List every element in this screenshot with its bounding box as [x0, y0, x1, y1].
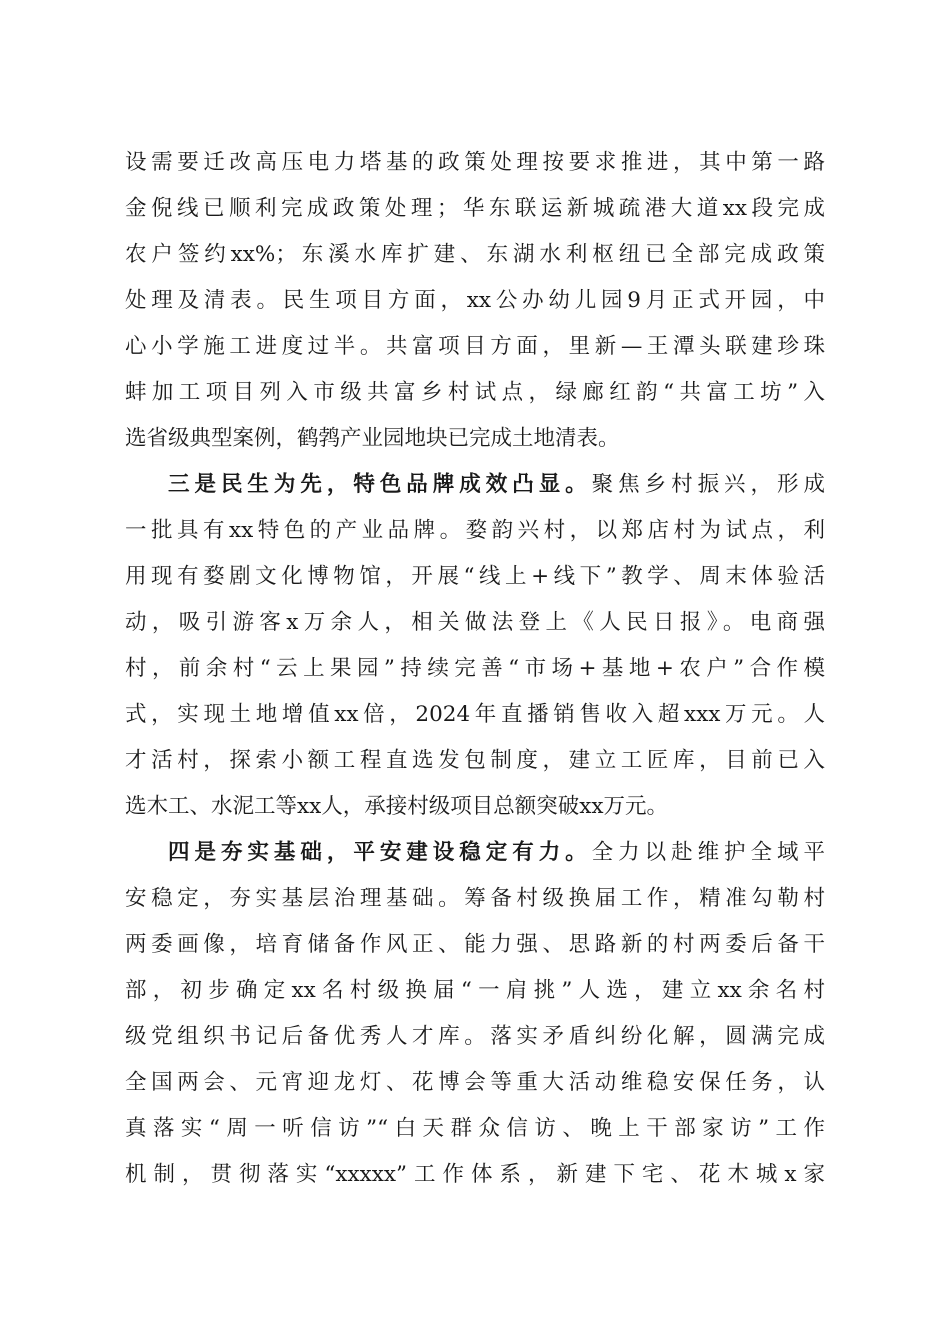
- text-line: 农户签约xx%；东溪水库扩建、东湖水利枢纽已全部完成政策: [125, 242, 825, 267]
- text-line: 安稳定，夯实基层治理基础。筹备村级换届工作，精准勾勒村: [125, 886, 825, 911]
- text-line: 心小学施工进度过半。共富项目方面，里新—王潭头联建珍珠: [125, 334, 825, 359]
- paragraph-heading: 四是夯实基础，平安建设稳定有力。: [168, 840, 592, 865]
- paragraph-project-progress: [125, 140, 825, 462]
- text-run: 聚焦乡村振兴，形成: [591, 472, 825, 497]
- text-line: 才活村，探索小额工程直选发包制度，建立工匠库，目前已入: [125, 748, 825, 773]
- text-line: 选省级典型案例，鹤鹁产业园地块已完成土地清表。: [125, 426, 620, 451]
- text-line: 级党组织书记后备优秀人才库。落实矛盾纠纷化解，圆满完成: [125, 1024, 825, 1049]
- paragraph-livelihood-brand: [125, 462, 825, 830]
- text-line: 一批具有xx特色的产业品牌。婺韵兴村，以郑店村为试点，利: [125, 518, 825, 543]
- text-line: 村，前余村“云上果园”持续完善“市场+基地+农户”合作模: [125, 656, 825, 681]
- text-line: 金倪线已顺利完成政策处理；华东联运新城疏港大道xx段完成: [125, 196, 825, 221]
- paragraph-heading: 三是民生为先，特色品牌成效凸显。: [168, 472, 592, 497]
- text-line: [125, 830, 825, 876]
- text-line: 选木工、水泥工等xx人，承接村级项目总额突破xx万元。: [125, 794, 669, 819]
- text-line: 部，初步确定xx名村级换届“一肩挑”人选，建立xx余名村: [125, 978, 825, 1003]
- text-line: 两委画像，培育储备作风正、能力强、思路新的村两委后备干: [125, 932, 825, 957]
- text-line: [125, 462, 825, 508]
- paragraph-safety-foundation: [125, 830, 825, 1198]
- text-line: 设需要迁改高压电力塔基的政策处理按要求推进，其中第一路: [125, 150, 825, 175]
- text-line: 真落实“周一听信访”“白天群众信访、晚上干部家访”工作: [125, 1116, 825, 1141]
- text-line: 动，吸引游客x万余人，相关做法登上《人民日报》。电商强: [125, 610, 825, 635]
- text-line: 用现有婺剧文化博物馆，开展“线上+线下”教学、周末体验活: [125, 564, 825, 589]
- text-run: 全力以赴维护全域平: [591, 840, 825, 865]
- document-body: [125, 140, 825, 1198]
- text-line: 机制，贯彻落实“xxxxx”工作体系，新建下宅、花木城x家: [125, 1162, 825, 1187]
- text-line: 处理及清表。民生项目方面，xx公办幼儿园9月正式开园，中: [125, 288, 825, 313]
- text-line: 蚌加工项目列入市级共富乡村试点，绿廊红韵“共富工坊”入: [125, 380, 825, 405]
- text-line: 式，实现土地增值xx倍，2024年直播销售收入超xxx万元。人: [125, 702, 825, 727]
- text-line: 全国两会、元宵迎龙灯、花博会等重大活动维稳安保任务，认: [125, 1070, 825, 1095]
